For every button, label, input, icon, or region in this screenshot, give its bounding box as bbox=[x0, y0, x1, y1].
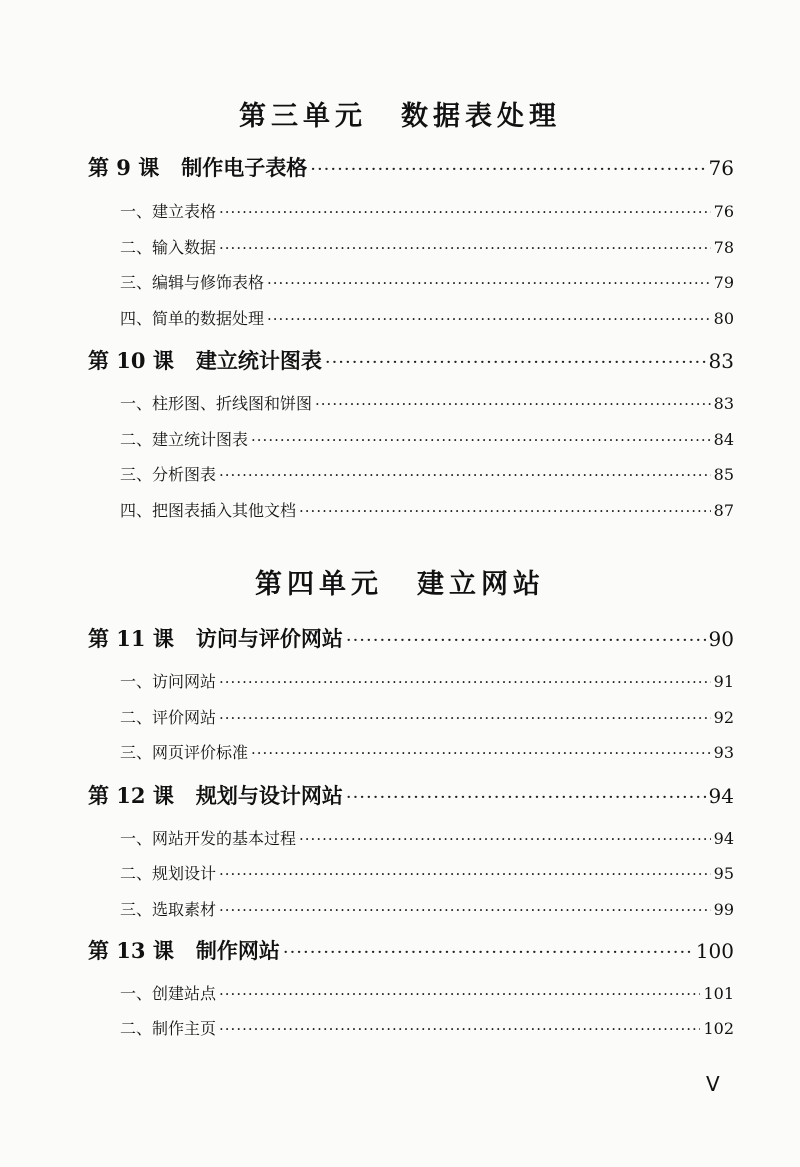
unit-name: 建立网站 bbox=[417, 569, 545, 600]
toc-section-row[interactable] bbox=[120, 498, 734, 521]
lesson-label: 第 11 课 bbox=[88, 626, 174, 651]
section-page: 99 bbox=[713, 900, 734, 919]
section-title: 一、建立表格 bbox=[120, 202, 217, 221]
lesson-title: 制作网站 bbox=[195, 938, 280, 963]
dot-leader bbox=[346, 787, 706, 808]
toc-section-row[interactable] bbox=[120, 740, 734, 763]
section-page: 76 bbox=[713, 202, 734, 221]
lesson-page: 100 bbox=[695, 939, 734, 963]
dot-leader bbox=[219, 673, 711, 691]
section-page: 102 bbox=[703, 1019, 734, 1038]
toc-lesson-row[interactable] bbox=[88, 152, 734, 182]
section-page: 84 bbox=[713, 430, 734, 449]
toc-section-row[interactable] bbox=[120, 981, 734, 1004]
section-page: 87 bbox=[713, 501, 734, 520]
dot-leader bbox=[219, 1020, 700, 1038]
section-title: 一、网站开发的基本过程 bbox=[120, 829, 297, 848]
section-title: 三、分析图表 bbox=[120, 465, 217, 484]
dot-leader bbox=[267, 274, 711, 292]
dot-leader bbox=[267, 310, 711, 328]
dot-leader bbox=[325, 352, 706, 373]
toc-section-row[interactable] bbox=[120, 669, 734, 692]
section-page: 78 bbox=[713, 238, 734, 257]
unit-number: 第三单元 bbox=[239, 101, 367, 132]
section-page: 79 bbox=[713, 273, 734, 292]
lesson-page: 90 bbox=[708, 627, 734, 651]
toc-lesson-row[interactable] bbox=[88, 345, 734, 375]
toc-section-row[interactable] bbox=[120, 826, 734, 849]
section-page: 83 bbox=[713, 394, 734, 413]
dot-leader bbox=[219, 865, 711, 883]
dot-leader bbox=[219, 203, 711, 221]
section-title: 一、访问网站 bbox=[120, 672, 217, 691]
unit-title bbox=[0, 94, 800, 133]
lesson-page: 76 bbox=[708, 156, 734, 180]
dot-leader bbox=[219, 985, 700, 1003]
toc-section-row[interactable] bbox=[120, 705, 734, 728]
toc-section-row[interactable] bbox=[120, 391, 734, 414]
lesson-label: 第 12 课 bbox=[88, 783, 174, 808]
lesson-page: 83 bbox=[708, 349, 734, 373]
toc-lesson-row[interactable] bbox=[88, 935, 734, 965]
section-page: 93 bbox=[713, 743, 734, 762]
section-title: 三、选取素材 bbox=[120, 900, 217, 919]
dot-leader bbox=[299, 502, 711, 520]
toc-section-row[interactable] bbox=[120, 462, 734, 485]
section-title: 四、简单的数据处理 bbox=[120, 309, 265, 328]
dot-leader bbox=[310, 159, 705, 180]
dot-leader bbox=[219, 901, 711, 919]
section-title: 四、把图表插入其他文档 bbox=[120, 501, 297, 520]
dot-leader bbox=[251, 431, 711, 449]
section-page: 91 bbox=[713, 672, 734, 691]
section-page: 80 bbox=[713, 309, 734, 328]
lesson-title: 规划与设计网站 bbox=[195, 783, 343, 808]
lesson-title: 访问与评价网站 bbox=[195, 626, 343, 651]
toc-lesson-row[interactable] bbox=[88, 623, 734, 653]
lesson-label: 第 13 课 bbox=[88, 938, 174, 963]
lesson-page: 94 bbox=[708, 784, 734, 808]
toc-section-row[interactable] bbox=[120, 861, 734, 884]
dot-leader bbox=[283, 942, 693, 963]
section-page: 95 bbox=[713, 864, 734, 883]
section-title: 二、规划设计 bbox=[120, 864, 217, 883]
lesson-title: 建立统计图表 bbox=[195, 348, 322, 373]
section-page: 92 bbox=[713, 708, 734, 727]
toc-section-row[interactable] bbox=[120, 897, 734, 920]
section-title: 三、网页评价标准 bbox=[120, 743, 249, 762]
dot-leader bbox=[219, 239, 711, 257]
toc-section-row[interactable] bbox=[120, 199, 734, 222]
lesson-label: 第 10 课 bbox=[88, 348, 174, 373]
unit-title bbox=[0, 562, 800, 601]
section-page: 101 bbox=[703, 984, 734, 1003]
unit-number: 第四单元 bbox=[255, 569, 383, 600]
dot-leader bbox=[315, 395, 711, 413]
dot-leader bbox=[299, 830, 711, 848]
toc-section-row[interactable] bbox=[120, 270, 734, 293]
section-title: 一、柱形图、折线图和饼图 bbox=[120, 394, 313, 413]
section-title: 二、输入数据 bbox=[120, 238, 217, 257]
page-number: V bbox=[706, 1072, 720, 1096]
section-title: 二、建立统计图表 bbox=[120, 430, 249, 449]
dot-leader bbox=[346, 630, 706, 651]
unit-name: 数据表处理 bbox=[401, 101, 561, 132]
section-title: 三、编辑与修饰表格 bbox=[120, 273, 265, 292]
dot-leader bbox=[219, 466, 711, 484]
section-page: 85 bbox=[713, 465, 734, 484]
section-page: 94 bbox=[713, 829, 734, 848]
toc-section-row[interactable] bbox=[120, 235, 734, 258]
section-title: 二、制作主页 bbox=[120, 1019, 217, 1038]
toc-section-row[interactable] bbox=[120, 306, 734, 329]
section-title: 二、评价网站 bbox=[120, 708, 217, 727]
lesson-title: 制作电子表格 bbox=[181, 155, 308, 180]
toc-lesson-row[interactable] bbox=[88, 780, 734, 810]
dot-leader bbox=[251, 744, 711, 762]
toc-section-row[interactable] bbox=[120, 427, 734, 450]
lesson-label: 第 9 课 bbox=[88, 155, 160, 180]
toc-section-row[interactable] bbox=[120, 1016, 734, 1039]
section-title: 一、创建站点 bbox=[120, 984, 217, 1003]
dot-leader bbox=[219, 709, 711, 727]
